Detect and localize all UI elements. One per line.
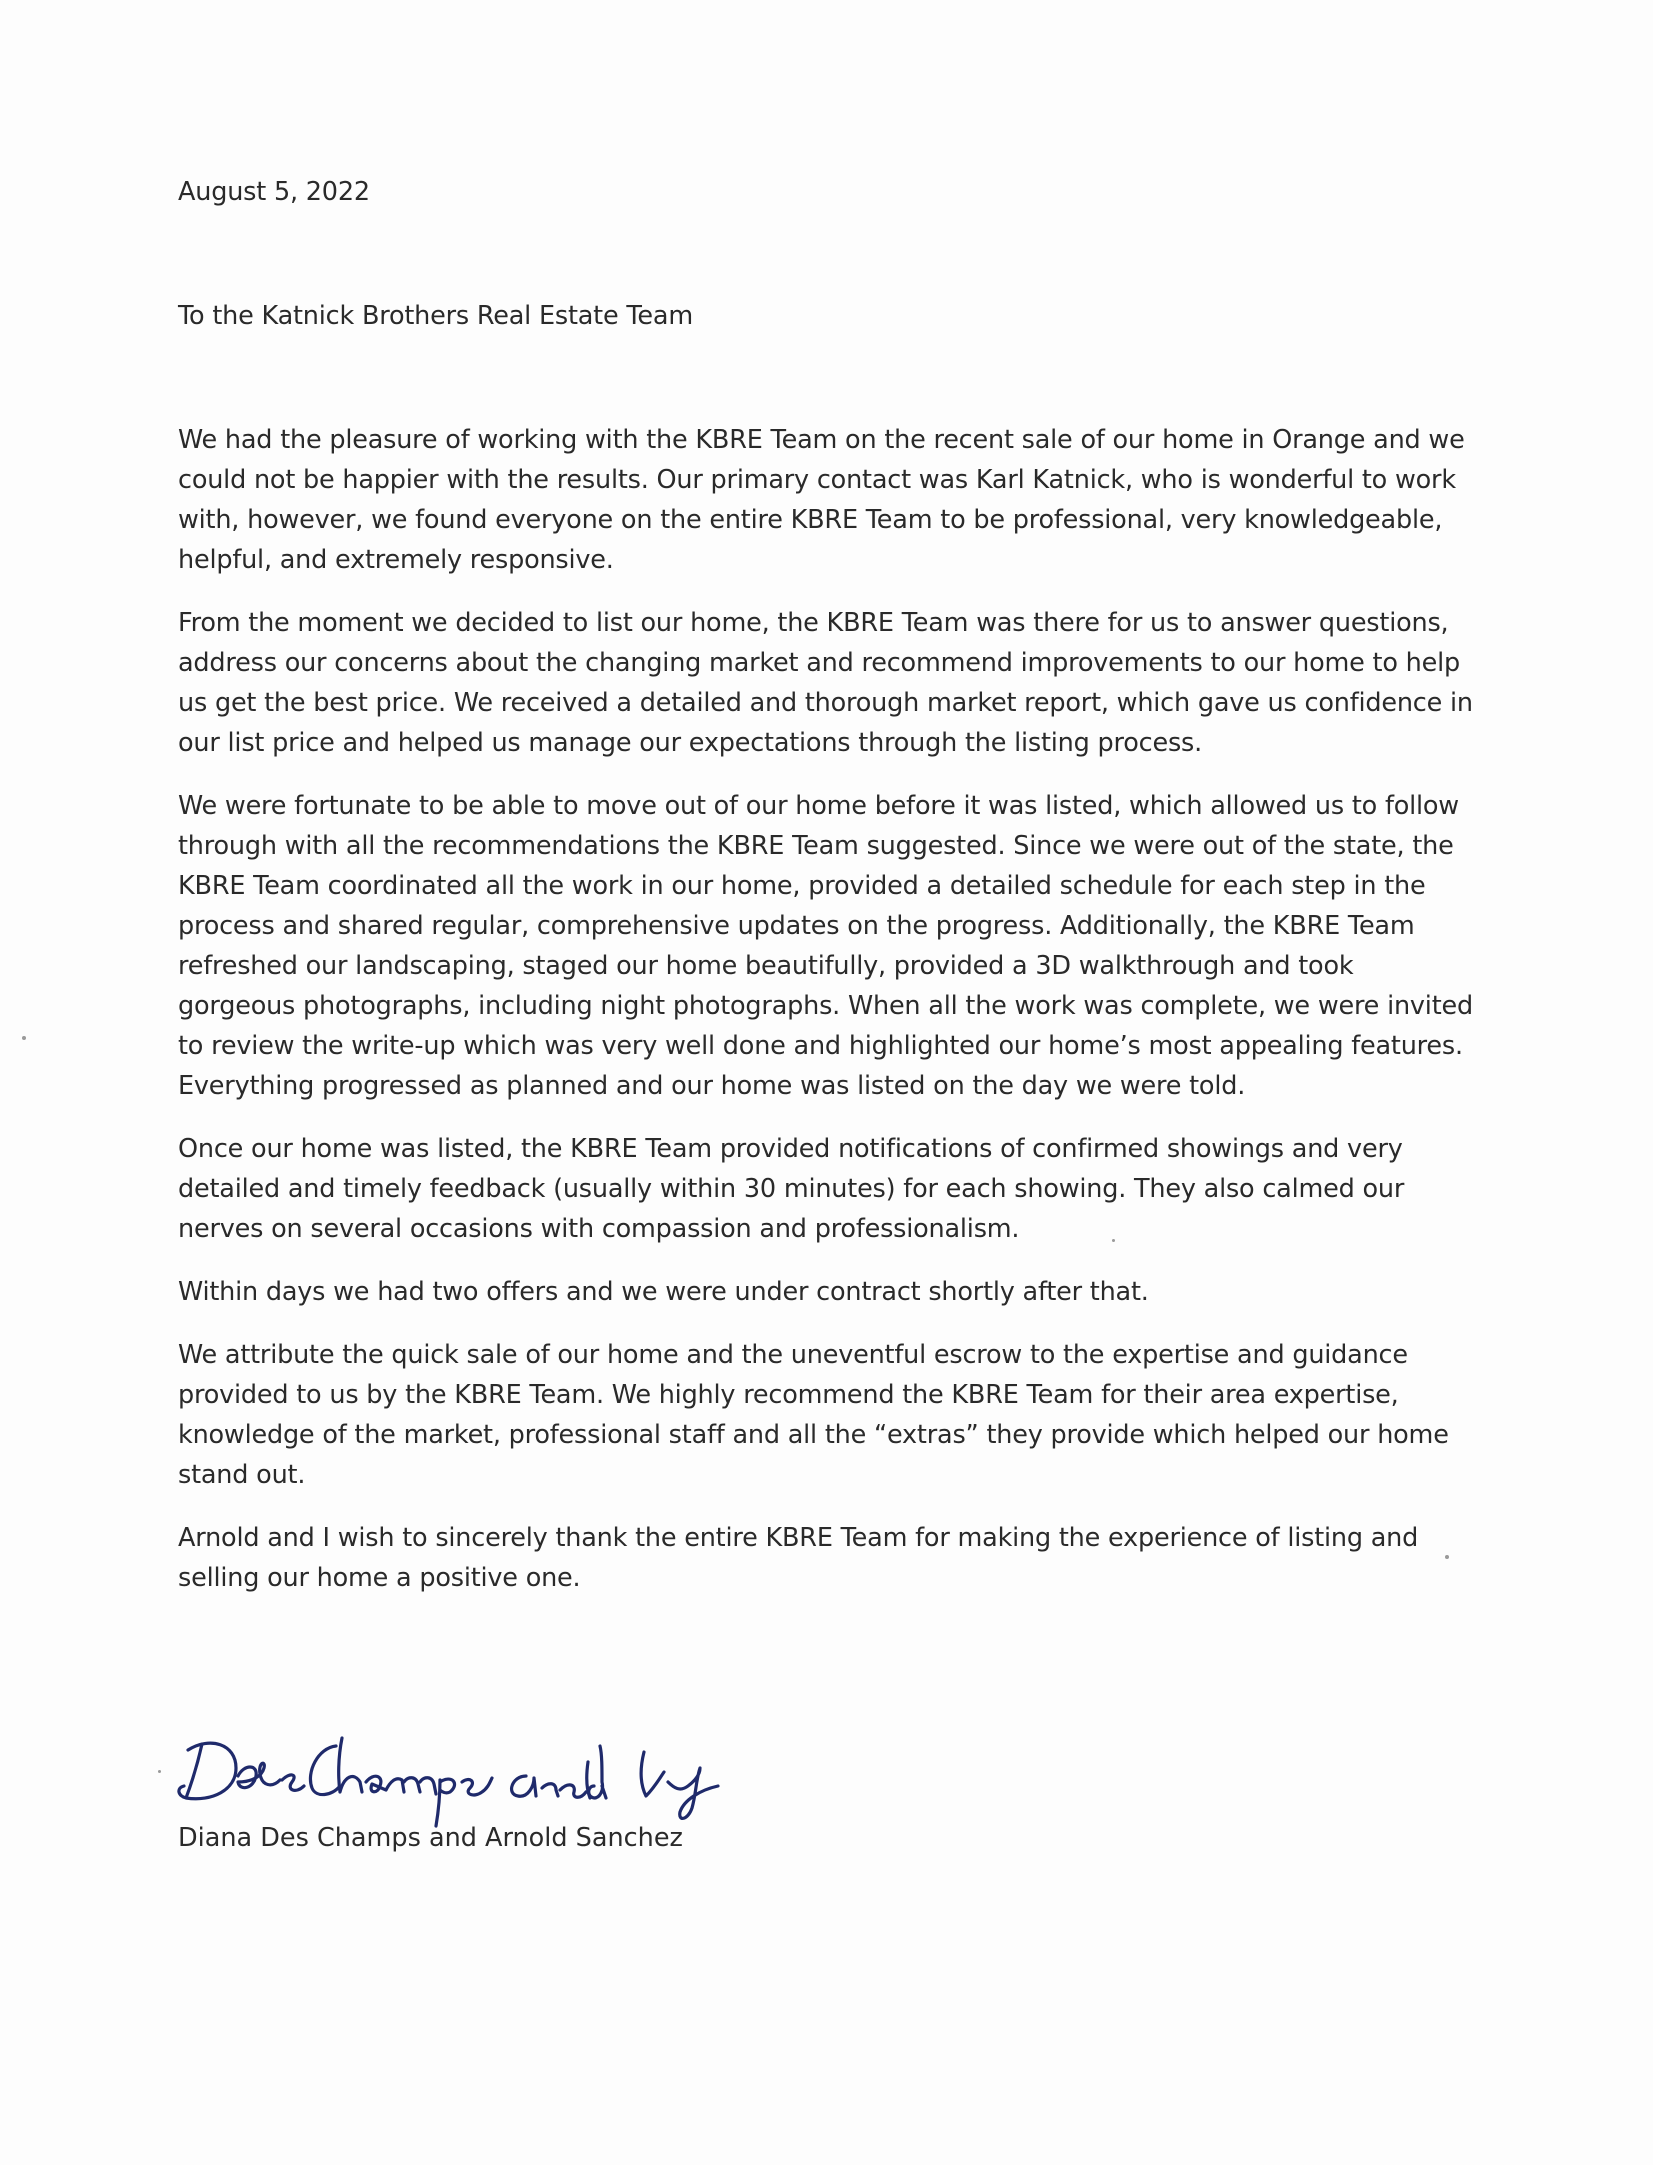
paragraph-1: We had the pleasure of working with the KBRE Team on the recent sale of our home in Orange and we could not be happier with the results. Our primary contact was Karl Katnick, who is wonderful to work with, however, we found everyone on the entire KBRE Team to be professional, very knowledgeable, helpful, and extremely responsive.: [178, 425, 1465, 575]
paragraph-2: From the moment we decided to list our home, the KBRE Team was there for us to answer questions, address our concerns about the changing market and recommend improvements to our home to help us get the best price. We received a detailed and thorough market report, which gave us confidence in our list price and helped us manage our expectations through the listing process.: [178, 608, 1473, 758]
scan-speck: [1445, 1555, 1449, 1559]
letter-body: [178, 172, 1478, 1598]
signature-stroke-arnold: [512, 1746, 606, 1798]
signature-stroke-c: [310, 1746, 340, 1795]
letter-salutation: To the Katnick Brothers Real Estate Team: [178, 301, 693, 331]
scan-speck: [22, 1036, 26, 1040]
paragraph-3: We were fortunate to be able to move out of our home before it was listed, which allowed us to follow through with all the recommendations the KBRE Team suggested. Since we were out of the state, the KBRE Team coordinated all the work in our home, provided a detailed schedule for each step in the process and shared regular, comprehensive updates on the progress. Additionally, the KBRE Team refreshed our landscaping, staged our home beautifully, provided a 3D walkthrough and took gorgeous photographs, including night photographs. When all the work was complete, we were invited to review the write-up which was very well done and highlighted our home’s most appealing features. Everything progressed as planned and our home was listed on the day we were told.: [178, 791, 1473, 1101]
letter-date: August 5, 2022: [178, 177, 370, 207]
paragraph-7: Arnold and I wish to sincerely thank the entire KBRE Team for making the experience of listing and selling our home a positive one.: [178, 1523, 1419, 1593]
signature-stroke-s: [282, 1775, 304, 1790]
scan-speck: [158, 1770, 161, 1773]
signature-stroke-d: [179, 1743, 236, 1799]
signer-name: Diana Des Champs and Arnold Sanchez: [178, 1823, 683, 1853]
scan-speck: [1112, 1239, 1115, 1242]
paragraph-5: Within days we had two offers and we were under contract shortly after that.: [178, 1277, 1149, 1307]
paragraph-6: We attribute the quick sale of our home and the uneventful escrow to the expertise and guidance provided to us by the KBRE Team. We highly recommend the KBRE Team for their area expertise, knowledge of the market, professional staff and all the “extras” they provide which helped our home stand out.: [178, 1340, 1449, 1490]
signature-stroke-sanchez: [641, 1752, 718, 1818]
signature-stroke-de: [238, 1763, 280, 1787]
signature-stroke-hamps: [339, 1738, 492, 1826]
handwritten-signature: [140, 1702, 820, 1832]
paragraph-4: Once our home was listed, the KBRE Team provided notifications of confirmed showings and very detailed and timely feedback (usually within 30 minutes) for each showing. They also calmed our nerves on several occasions with compassion and professionalism.: [178, 1134, 1405, 1244]
